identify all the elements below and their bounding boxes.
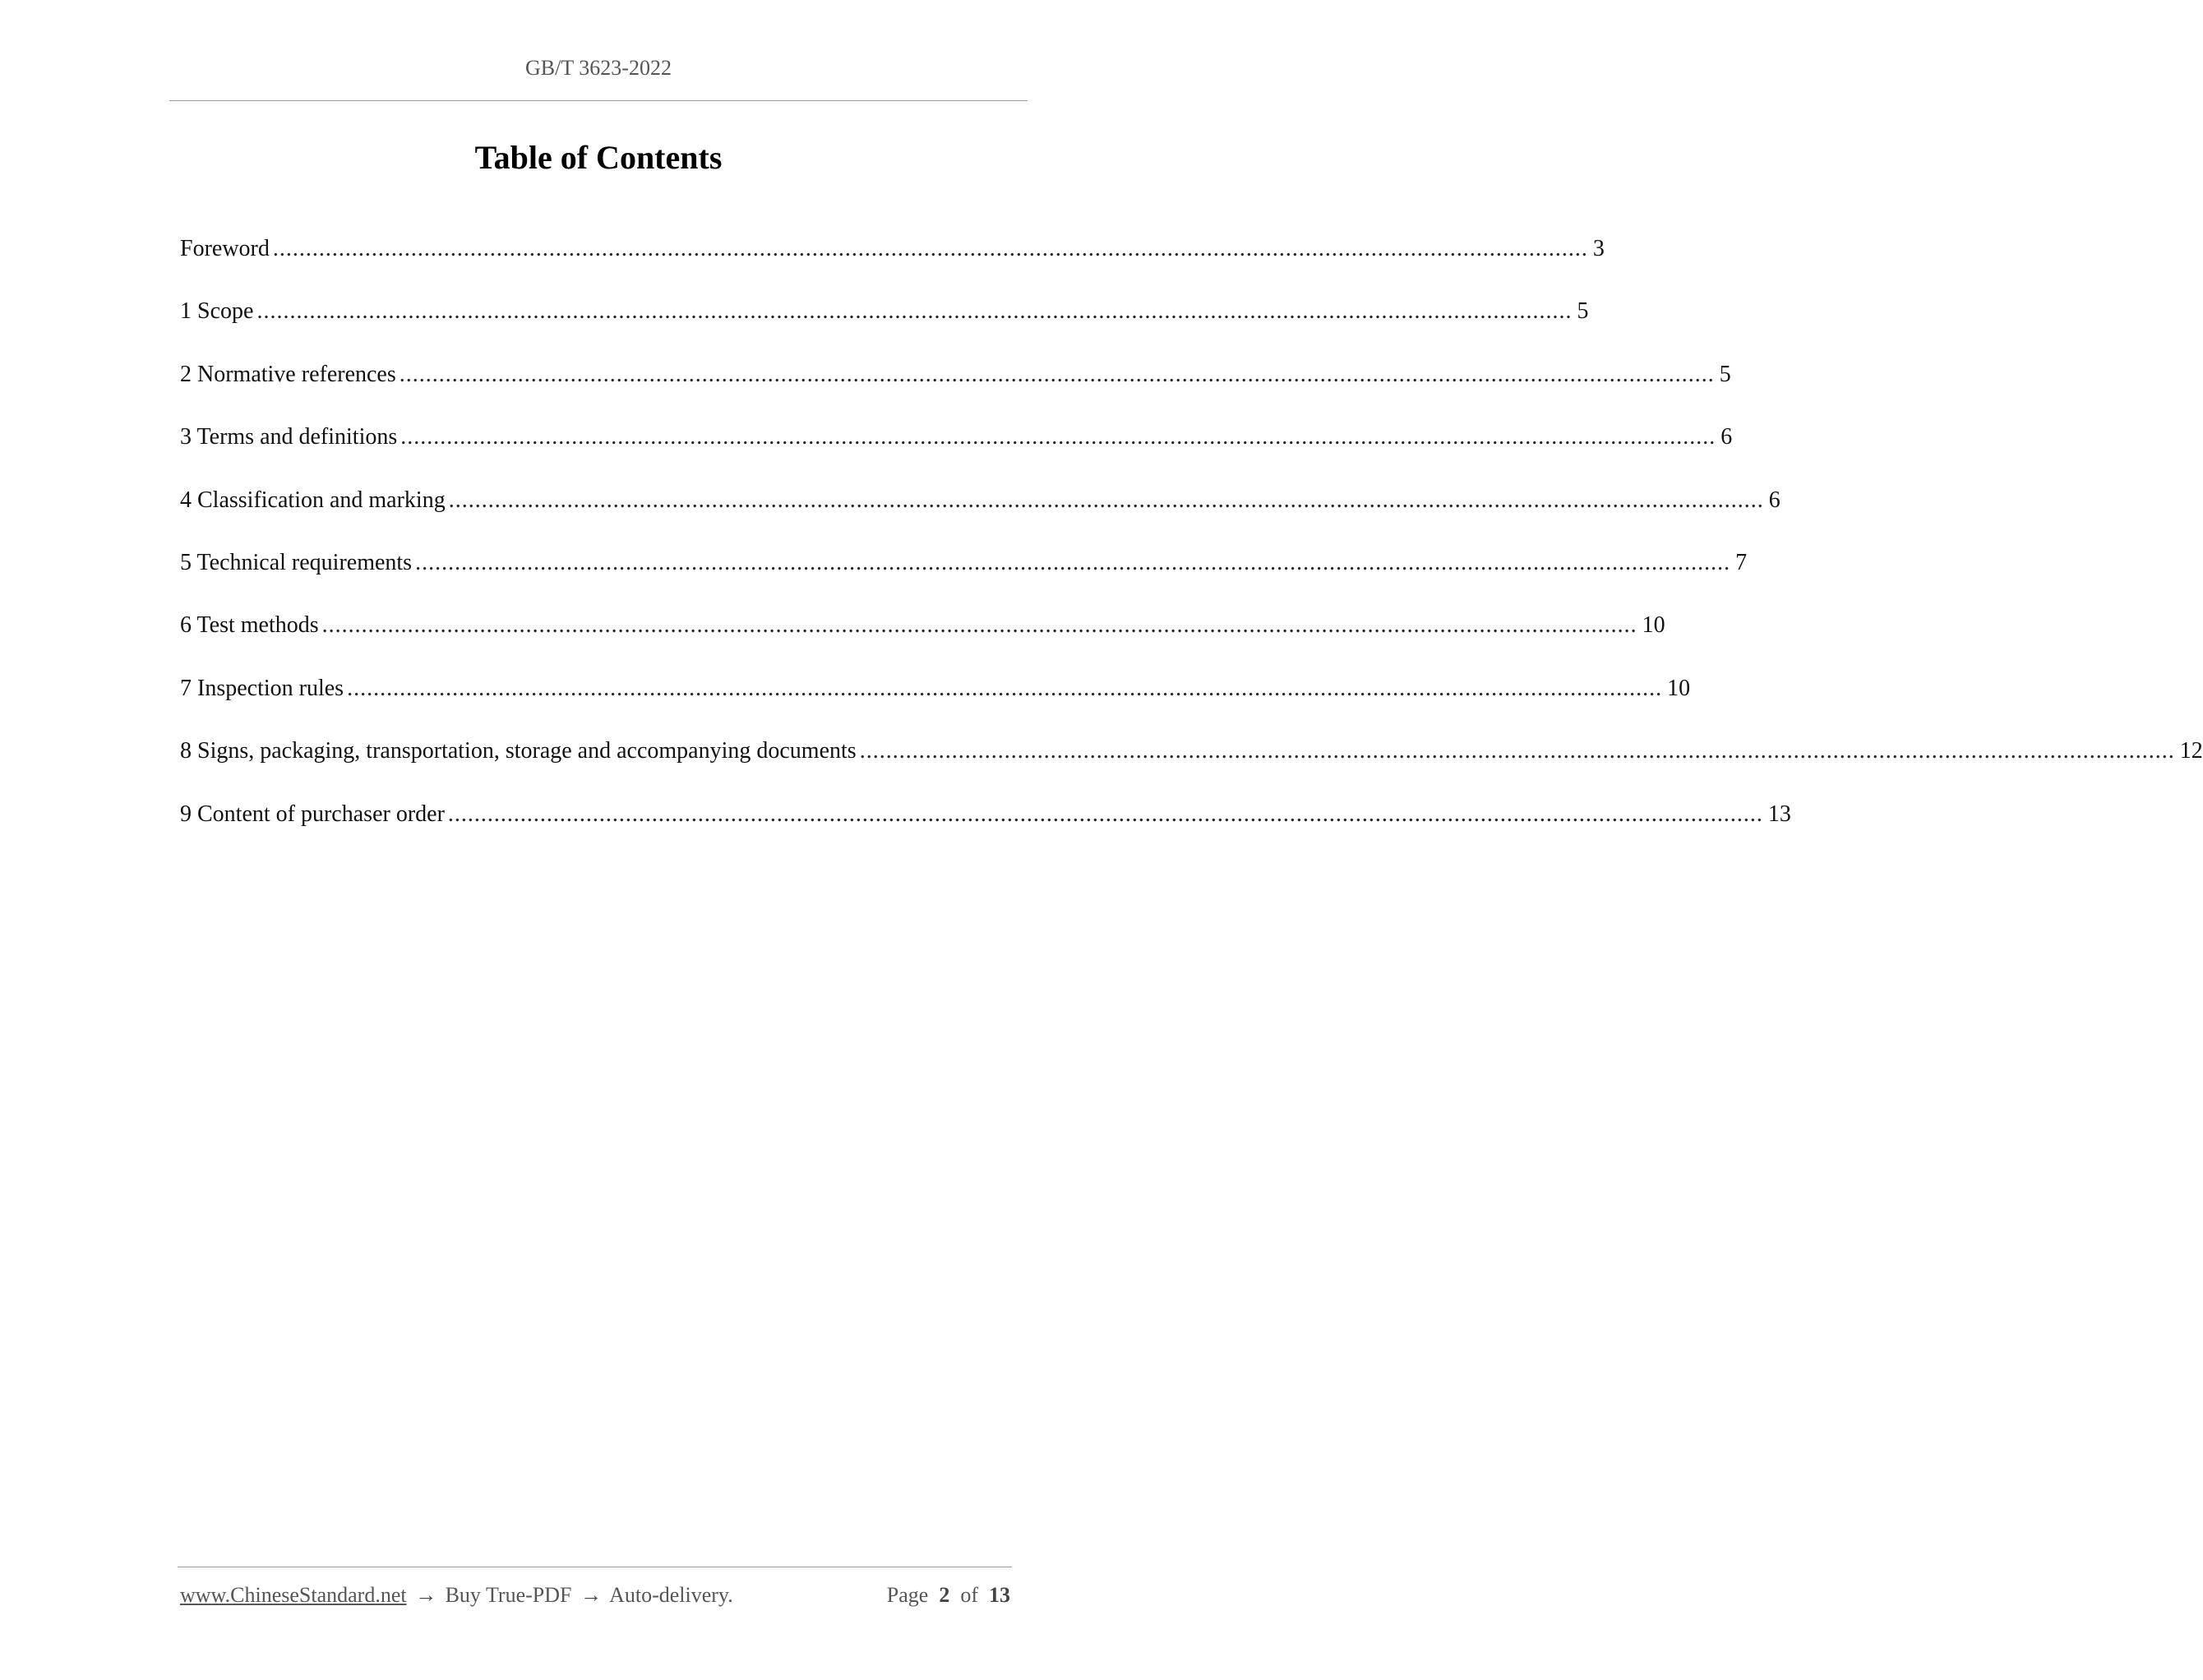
toc-entry-page: 13 <box>1767 801 1791 827</box>
toc-entry-page: 5 <box>1719 361 1731 387</box>
toc-dot-leader: ........................................................................................................................................................................................................ <box>399 361 1715 387</box>
toc-entry-scope[interactable] <box>180 298 1589 361</box>
toc-dot-leader: ........................................................................................................................................................................................................ <box>859 738 2175 764</box>
toc-entry-page: 3 <box>1592 236 1605 261</box>
page-current: 2 <box>939 1583 950 1607</box>
toc-dot-leader: ........................................................................................................................................................................................................ <box>448 487 1764 513</box>
toc-entry-label: 1 Scope <box>180 298 254 325</box>
toc-dot-leader: ........................................................................................................................................................................................................ <box>321 612 1637 639</box>
toc-entry-label: 4 Classification and marking <box>180 487 446 513</box>
toc-entry-test-methods[interactable] <box>180 612 1665 675</box>
toc-entry-terms-and-definitions[interactable] <box>180 424 1733 487</box>
page-counter <box>887 1583 1010 1608</box>
toc-dot-leader: ........................................................................................................................................................................................................ <box>415 549 1731 575</box>
toc-entry-label: 7 Inspection rules <box>180 675 344 701</box>
toc-dot-leader: ........................................................................................................................................................................................................ <box>347 675 1663 701</box>
header-divider <box>169 100 1028 101</box>
toc-dot-leader: ........................................................................................................................................................................................................ <box>400 424 1716 450</box>
toc-entry-label: 6 Test methods <box>180 612 319 639</box>
toc-entry-page: 7 <box>1735 549 1748 575</box>
footer-promo <box>180 1583 733 1608</box>
footer-step-buy: Buy True-PDF <box>445 1583 572 1607</box>
page-word: Page <box>886 1583 929 1607</box>
toc-entry-page: 10 <box>1667 675 1691 701</box>
toc-entry-label: 2 Normative references <box>180 361 396 387</box>
right-arrow-icon: → <box>415 1583 437 1607</box>
toc-title: Table of Contents <box>474 139 723 176</box>
right-arrow-icon: → <box>580 1583 602 1607</box>
page-total: 13 <box>989 1583 1010 1607</box>
toc-entry-label: 5 Technical requirements <box>180 549 413 575</box>
toc-entry-page: 12 <box>2179 738 2203 764</box>
of-word: of <box>960 1583 978 1607</box>
toc-entry-classification-and-marking[interactable] <box>180 487 1780 550</box>
toc-dot-leader: ........................................................................................................................................................................................................ <box>272 236 1588 261</box>
toc-entry-technical-requirements[interactable] <box>180 549 1748 612</box>
toc-entry-page: 6 <box>1720 424 1733 450</box>
page-header-doc-id: GB/T 3623-2022 <box>525 56 672 80</box>
toc-entry-page: 5 <box>1577 298 1589 325</box>
toc-entry-inspection-rules[interactable] <box>180 675 1691 738</box>
toc-entry-normative-references[interactable] <box>180 361 1731 424</box>
page-footer <box>180 1583 1010 1608</box>
footer-step-delivery: Auto-delivery. <box>609 1583 733 1607</box>
toc-entry-page: 6 <box>1768 487 1780 513</box>
toc-entry-label: 8 Signs, packaging, transportation, storage and accompanying documents <box>180 738 857 764</box>
toc-dot-leader: ........................................................................................................................................................................................................ <box>256 298 1573 325</box>
toc-list <box>180 236 2203 864</box>
toc-entry-page: 10 <box>1642 612 1665 639</box>
toc-entry-foreword[interactable] <box>180 236 1605 298</box>
toc-entry-purchaser-order[interactable] <box>180 801 1791 864</box>
toc-entry-label: Foreword <box>180 236 270 261</box>
toc-entry-label: 3 Terms and definitions <box>180 424 398 450</box>
toc-entry-signs-packaging[interactable] <box>180 738 2203 801</box>
toc-dot-leader: ........................................................................................................................................................................................................ <box>447 801 1763 827</box>
toc-entry-label: 9 Content of purchaser order <box>180 801 445 827</box>
site-link[interactable]: www.ChineseStandard.net <box>180 1583 407 1607</box>
